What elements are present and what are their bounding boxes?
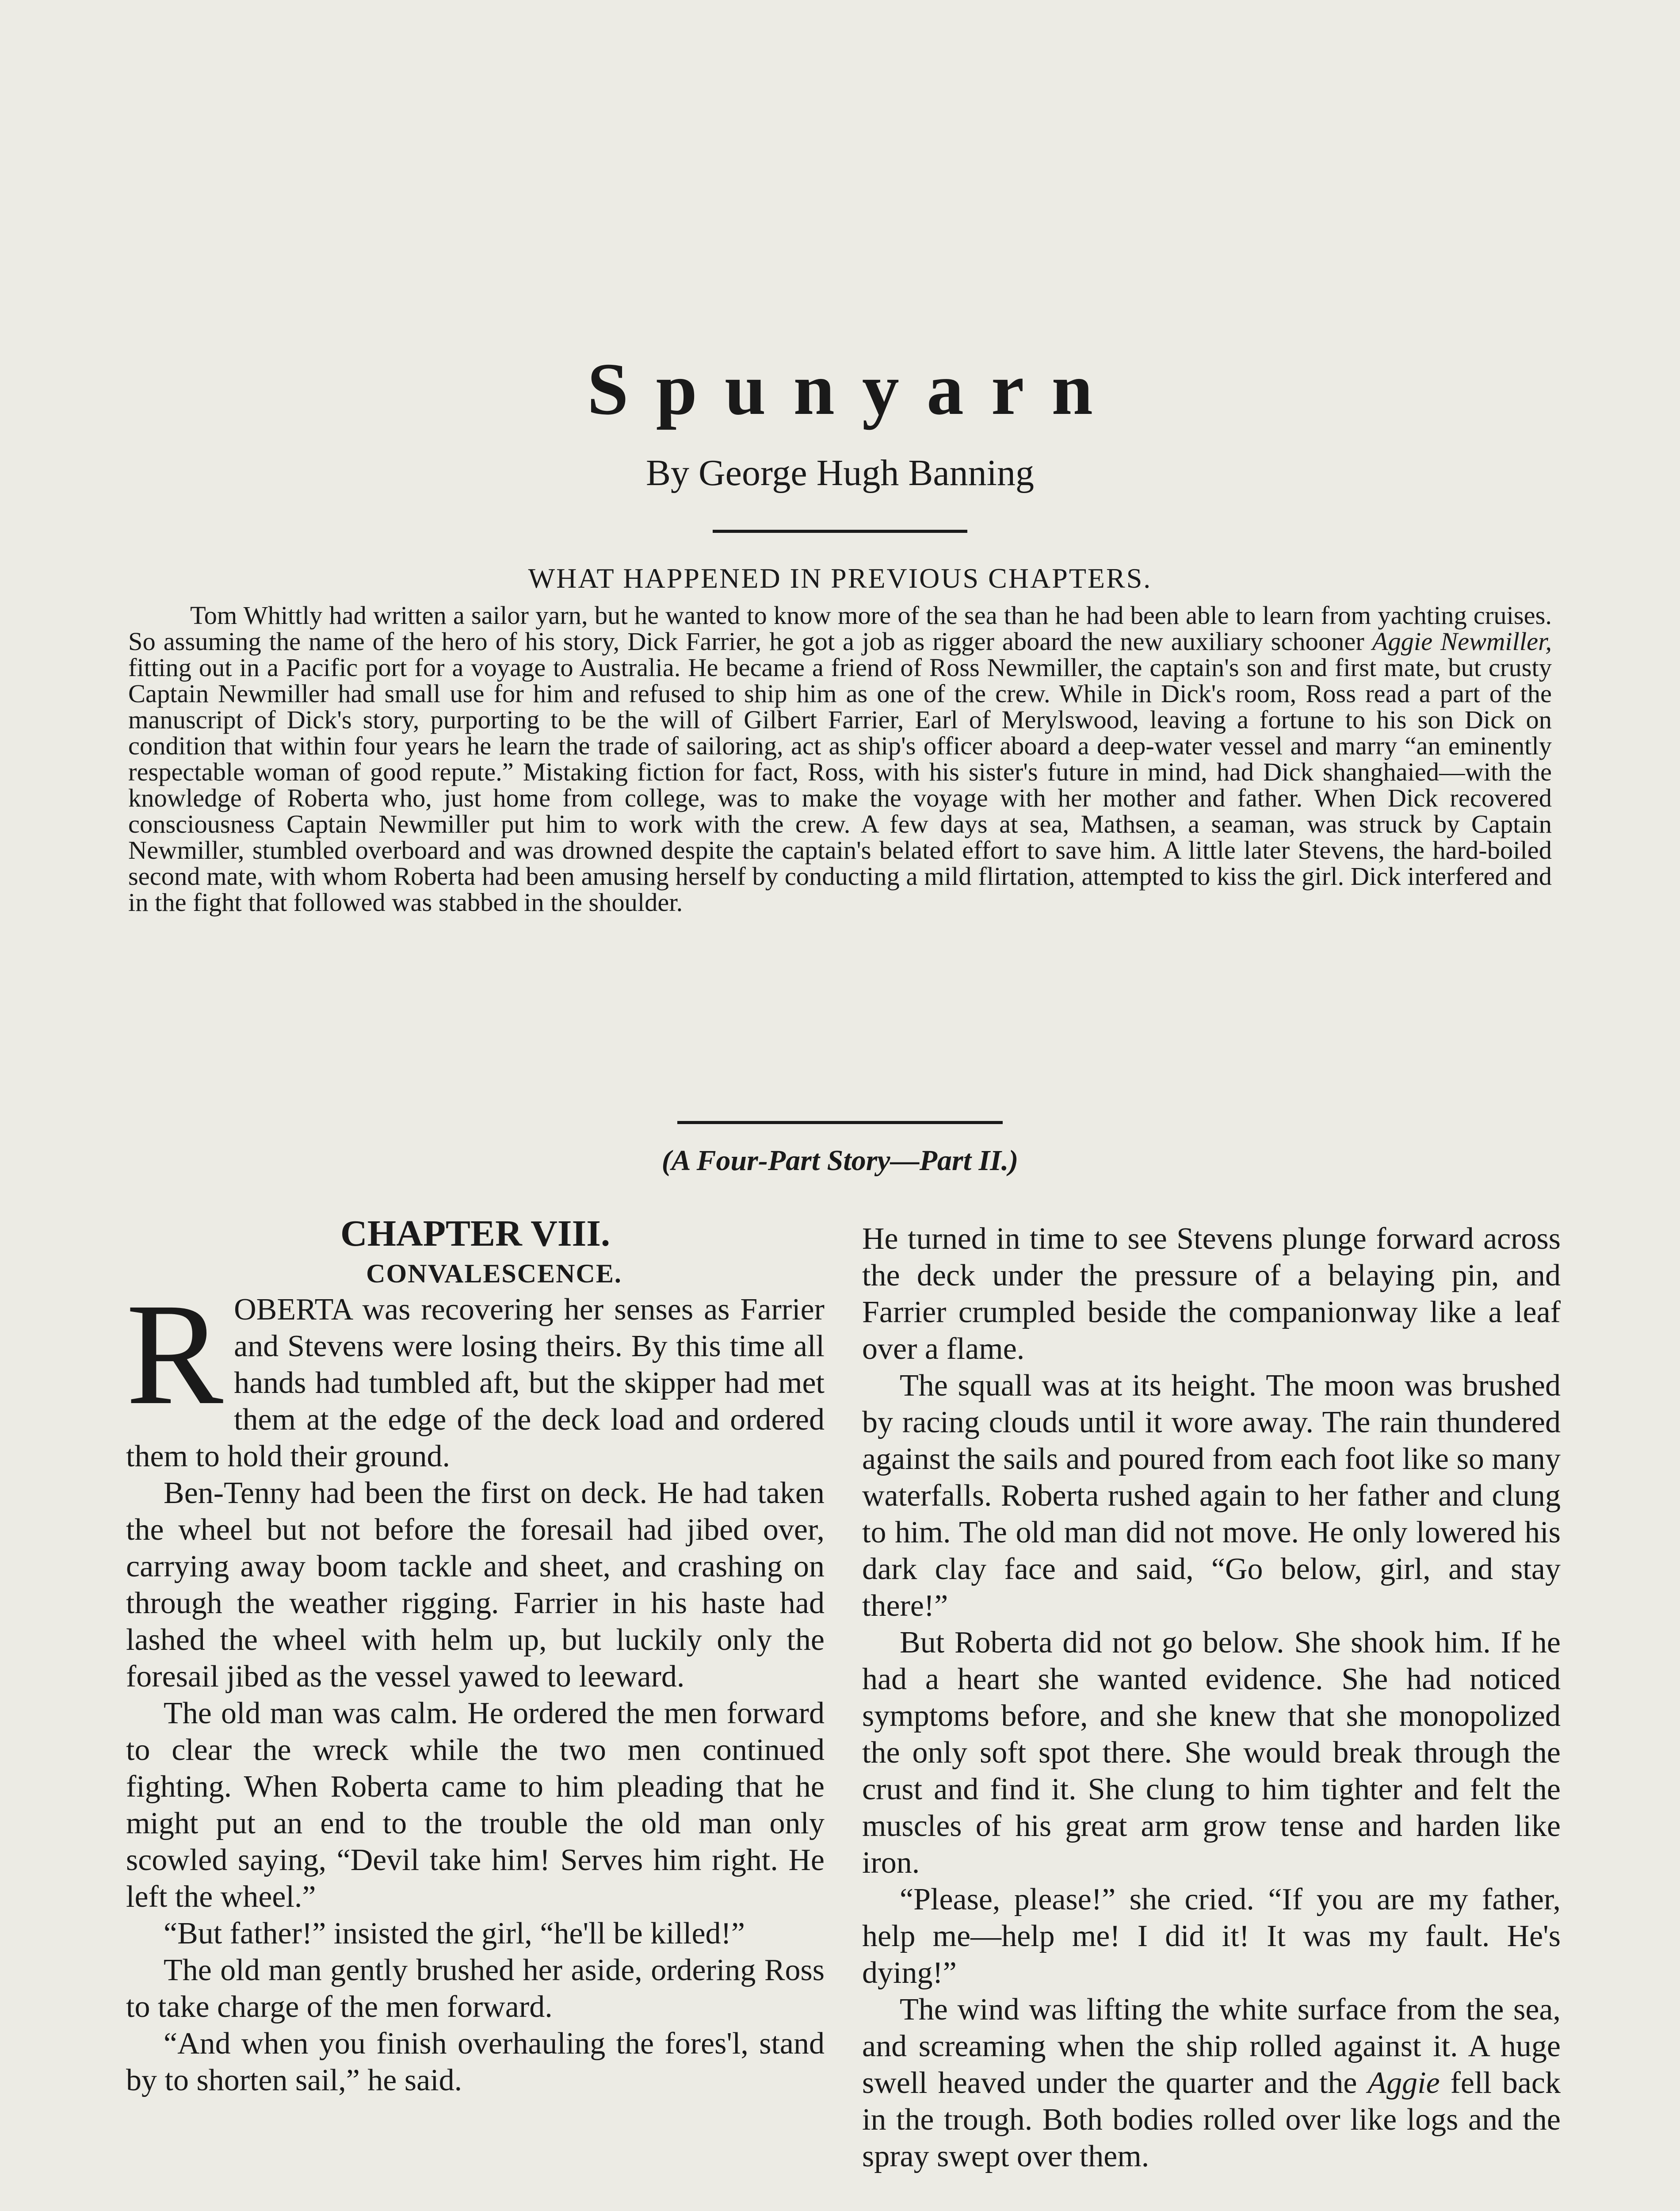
- summary-part-1: Tom Whittly had written a sailor yarn, but he wanted to know more of the sea than he had been able to learn from yachting cruises. So assuming the name of the hero of his story, Dick Farrier, he got a job as rigger aboard the new auxiliary schooner: [128, 601, 1552, 656]
- summary-divider: [677, 1121, 1003, 1124]
- paragraph-text: The wind was lifting the white surface from the sea, and screaming when the ship rolled against it. A huge swell heaved under the quarter and the: [862, 1993, 1561, 2100]
- story-title: Spunyarn: [587, 348, 1120, 430]
- summary-part-2: fitting out in a Pacific port for a voyage to Australia. He became a friend of Ross Newmiller, the captain's son and first mate, but crusty Captain Newmiller had small use for him and refused to ship him as one of the crew. While in Dick's room, Ross read a part of the manuscript of Dick's story, purporting to be the will of Gilbert Farrier, Earl of Merylswood, leaving a fortune to his son Dick on condition that within four years he learn the trade of sailoring, act as ship's officer aboard a deep-water vessel and marry “an eminently respectable woman of good repute.” Mistaking fiction for fact, Ross, with his sister's future in mind, had Dick shanghaied—with the knowledge of Roberta who, just home from college, was to make the voyage with her mother and father. When Dick recovered consciousness Captain Newmiller put him to work with the crew. A few days at sea, Mathsen, a seaman, was struck by Captain Newmiller, stumbled overboard and was drowned despite the captain's belated effort to save him. A little later Stevens, the hard-boiled second mate, with whom Roberta had been amusing herself by conducting a mild flirtation, attempted to kiss the girl. Dick interfered and in the fight that followed was stabbed in the shoulder.: [128, 653, 1552, 917]
- paragraph: “And when you finish overhauling the fores'l, stand by to shorten sail,” he said.: [126, 2027, 825, 2097]
- ship-name: Aggie: [1367, 2066, 1440, 2100]
- chapter-subtitle: CONVALESCENCE.: [366, 1259, 622, 1288]
- right-column: [862, 1220, 1561, 2175]
- summary-text: [128, 602, 1552, 915]
- paragraph: [862, 1991, 1561, 2175]
- paragraph-text: OBERTA was recovering her senses as Farrier and Stevens were losing theirs. By this time all hands had tumbled aft, but the skipper had met them at the edge of the deck load and ordered them to hold their ground.: [126, 1293, 825, 1473]
- paragraph: [126, 1274, 825, 1475]
- paragraph: But Roberta did not go below. She shook him. If he had a heart she wanted evidence. She had noticed symptoms before, and she knew that she monopolized the only soft spot there. She would break through the crust and find it. She clung to him tighter and felt the muscles of his great arm grow tense and harden like iron.: [862, 1626, 1561, 1880]
- drop-cap: R: [126, 1274, 224, 1435]
- paragraph: The old man gently brushed her aside, ordering Ross to take charge of the men forward.: [126, 1953, 825, 2024]
- paragraph: “Please, please!” she cried. “If you are my father, help me—help me! I did it! It was my fault. He's dying!”: [862, 1882, 1561, 1990]
- left-column: [126, 1212, 825, 2099]
- title-divider: [713, 530, 967, 533]
- chapter-title: CHAPTER VIII.: [340, 1213, 610, 1254]
- summary-heading: WHAT HAPPENED IN PREVIOUS CHAPTERS.: [528, 562, 1152, 594]
- paragraph-text: fell back in the trough. Both bodies rolled over like logs and the spray swept over them.: [862, 2066, 1561, 2173]
- paragraph: He turned in time to see Stevens plunge forward across the deck under the pressure of a belaying pin, and Farrier crumpled beside the companionway like a leaf over a flame.: [862, 1222, 1561, 1366]
- paragraph: Ben-Tenny had been the first on deck. He had taken the wheel but not before the foresail had jibed over, carrying away boom tackle and sheet, and crashing on through the weather rigging. Farrier in his haste had lashed the wheel with helm up, but luckily only the foresail jibed as the vessel yawed to leeward.: [126, 1476, 825, 1694]
- series-note: (A Four-Part Story—Part II.): [661, 1144, 1019, 1177]
- story-byline: By George Hugh Banning: [645, 452, 1035, 493]
- paragraph: The old man was calm. He ordered the men forward to clear the wreck while the two men continued fighting. When Roberta came to him pleading that he might put an end to the trouble the old man only scowled saying, “Devil take him! Serves him right. He left the wheel.”: [126, 1696, 825, 1914]
- paragraph: “But father!” insisted the girl, “he'll be killed!”: [164, 1916, 745, 1951]
- summary-ship-name: Aggie Newmiller,: [1372, 627, 1552, 656]
- paragraph: The squall was at its height. The moon was brushed by racing clouds until it wore away. The rain thundered against the sails and poured from each foot like so many waterfalls. Roberta rushed again to her father and clung to him. The old man did not move. He only lowered his dark clay face and said, “Go below, girl, and stay there!”: [862, 1369, 1561, 1623]
